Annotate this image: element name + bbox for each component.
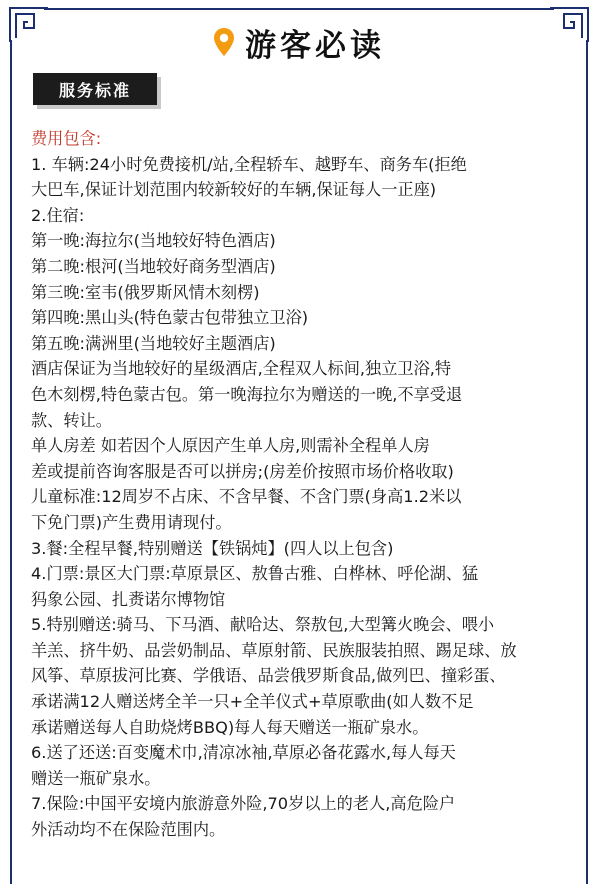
section-tag: 服务标准 xyxy=(33,73,157,105)
text-line: 承诺满12人赠送烤全羊一只+全羊仪式+草原歌曲(如人数不足 xyxy=(31,692,474,712)
text-line: 6.送了还送:百变魔术巾,清凉冰袖,草原必备花露水,每人每天 xyxy=(31,743,456,763)
frame-left-border xyxy=(10,40,12,884)
text-line: 第三晚:室韦(俄罗斯风情木刻楞) xyxy=(31,282,260,302)
text-line: 儿童标准:12周岁不占床、不含早餐、不含门票(身高1.2米以 xyxy=(31,487,462,507)
page-title: 游客必读 xyxy=(245,27,385,64)
text-line: 2.住宿: xyxy=(31,205,85,225)
text-line: 第一晚:海拉尔(当地较好特色酒店) xyxy=(31,231,276,251)
text-line: 1. 车辆:24小时免费接机/站,全程轿车、越野车、商务车(拒绝 xyxy=(31,154,467,174)
text-line: 酒店保证为当地较好的星级酒店,全程双人标间,独立卫浴,特 xyxy=(31,359,452,379)
text-line: 外活动均不在保险范围内。 xyxy=(31,820,226,840)
text-line: 7.保险:中国平安境内旅游意外险,70岁以上的老人,高危险户 xyxy=(31,794,456,814)
text-line: 5.特别赠送:骑马、下马酒、献哈达、祭敖包,大型篝火晚会、喂小 xyxy=(31,615,495,635)
text-line: 4.门票:景区大门票:草原景区、敖鲁古雅、白桦林、呼伦湖、猛 xyxy=(31,564,479,584)
text-line: 单人房差 如若因个人原因产生单人房,则需补全程单人房 xyxy=(31,436,430,456)
text-line: 风筝、草原拔河比赛、学俄语、品尝俄罗斯食品,做列巴、撞彩蛋、 xyxy=(31,666,506,686)
text-line: 第五晚:满洲里(当地较好主题酒店) xyxy=(31,333,276,353)
text-line: 色木刻楞,特色蒙古包。第一晚海拉尔为赠送的一晚,不享受退 xyxy=(31,384,463,404)
text-line: 款、转让。 xyxy=(31,410,112,430)
map-pin-icon xyxy=(213,27,235,57)
page-header xyxy=(0,14,598,70)
frame-top-border xyxy=(44,8,554,10)
text-line: 下免门票)产生费用请现付。 xyxy=(31,512,232,532)
frame-right-border xyxy=(586,40,588,884)
text-line: 赠送一瓶矿泉水。 xyxy=(31,768,161,788)
text-line: 犸象公园、扎赉诺尔博物馆 xyxy=(31,589,226,609)
text-line: 承诺赠送每人自助烧烤BBQ)每人每天赠送一瓶矿泉水。 xyxy=(31,717,429,737)
text-line: 第四晚:黑山头(特色蒙古包带独立卫浴) xyxy=(31,308,309,328)
text-line: 第二晚:根河(当地较好商务型酒店) xyxy=(31,256,276,276)
fee-included-heading: 费用包含: xyxy=(31,129,102,148)
text-line: 大巴车,保证计划范围内较新较好的车辆,保证每人一正座) xyxy=(31,180,437,200)
text-line: 差或提前咨询客服是否可以拼房;(房差价按照市场价格收取) xyxy=(31,461,454,481)
text-line: 3.餐:全程早餐,特别赠送【铁锅炖】(四人以上包含) xyxy=(31,538,394,558)
text-line: 羊羔、挤牛奶、品尝奶制品、草原射箭、民族服装拍照、踢足球、放 xyxy=(31,640,517,660)
content-body xyxy=(31,126,578,843)
